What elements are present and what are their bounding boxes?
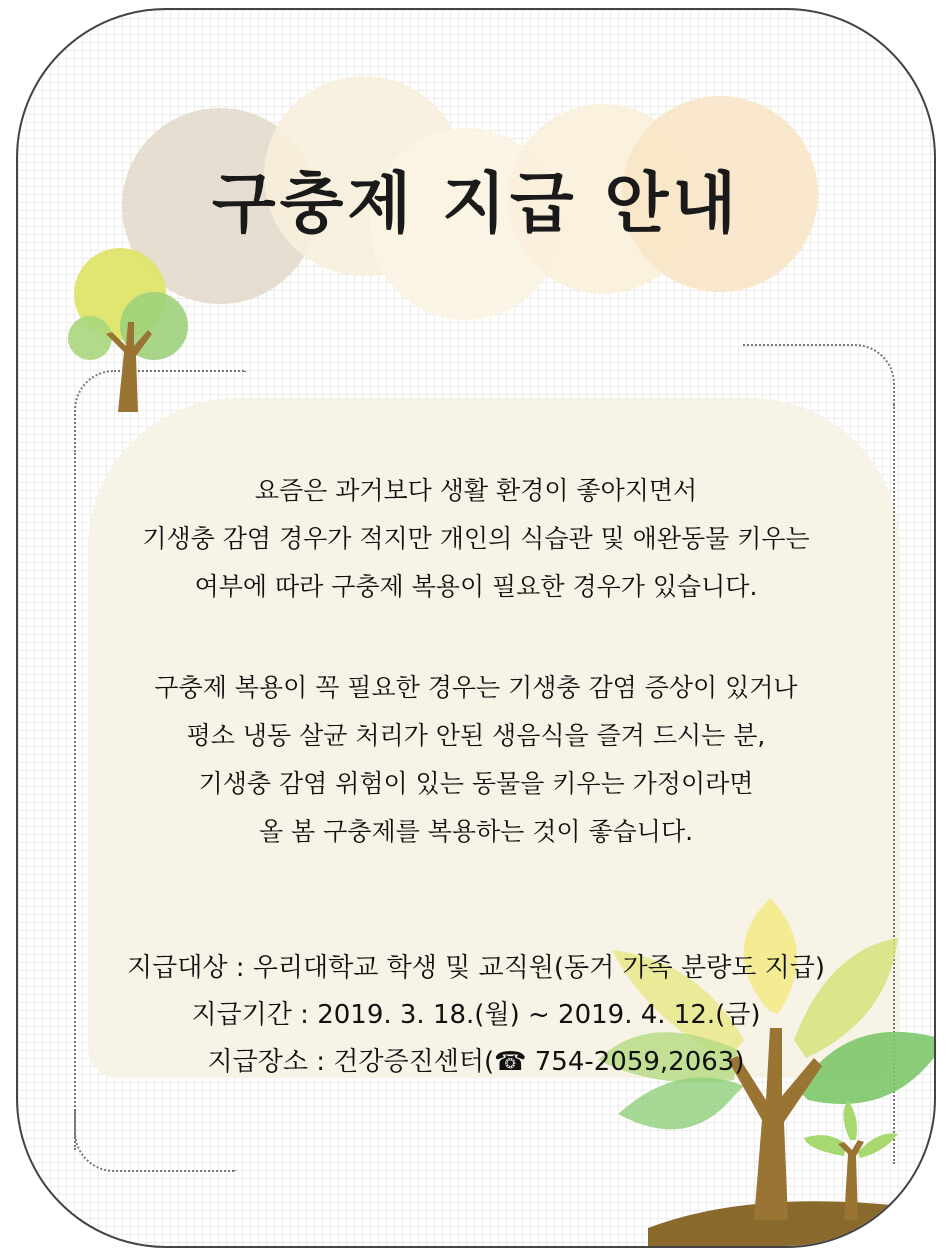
intro-line-1: 요즘은 과거보다 생활 환경이 좋아지면서 [254,476,698,505]
page-title: 구충제 지급 안내 [211,165,741,242]
intro-line-2: 기생충 감염 경우가 적지만 개인의 식습관 및 애완동물 키우는 [142,524,810,553]
recommendation-line-4: 올 봄 구충제를 복용하는 것이 좋습니다. [258,817,694,846]
recommendation-line-1: 구충제 복용이 꼭 필요한 경우는 기생충 감염 증상이 있거나 [154,673,798,702]
info-place: 지급장소 : 건강증진센터(☎ 754-2059,2063) [207,1047,745,1077]
info-target: 지급대상 : 우리대학교 학생 및 교직원(동거 가족 분량도 지급) [127,953,825,983]
poster-frame [16,8,936,1248]
tree-left-leaf-small [68,316,112,360]
info-period: 지급기간 : 2019. 3. 18.(월) ~ 2019. 4. 12.(금) [191,1000,761,1030]
tree-left-illustration [66,242,196,422]
distribution-info [18,945,934,1086]
intro-paragraph [18,467,934,611]
recommendation-line-2: 평소 냉동 살균 처리가 안된 생음식을 즐겨 드시는 분, [186,721,766,750]
recommendation-line-3: 기생충 감염 위험이 있는 동물을 키우는 가정이라면 [198,769,754,798]
dotted-frame-top-right [743,344,895,406]
tree-left-trunk [106,322,152,412]
recommendation-paragraph [18,664,934,856]
tree-right-ground [648,1201,934,1246]
intro-line-3: 여부에 따라 구충제 복용이 필요한 경우가 있습니다. [194,572,758,601]
dotted-frame-bottom-left [74,1110,236,1172]
